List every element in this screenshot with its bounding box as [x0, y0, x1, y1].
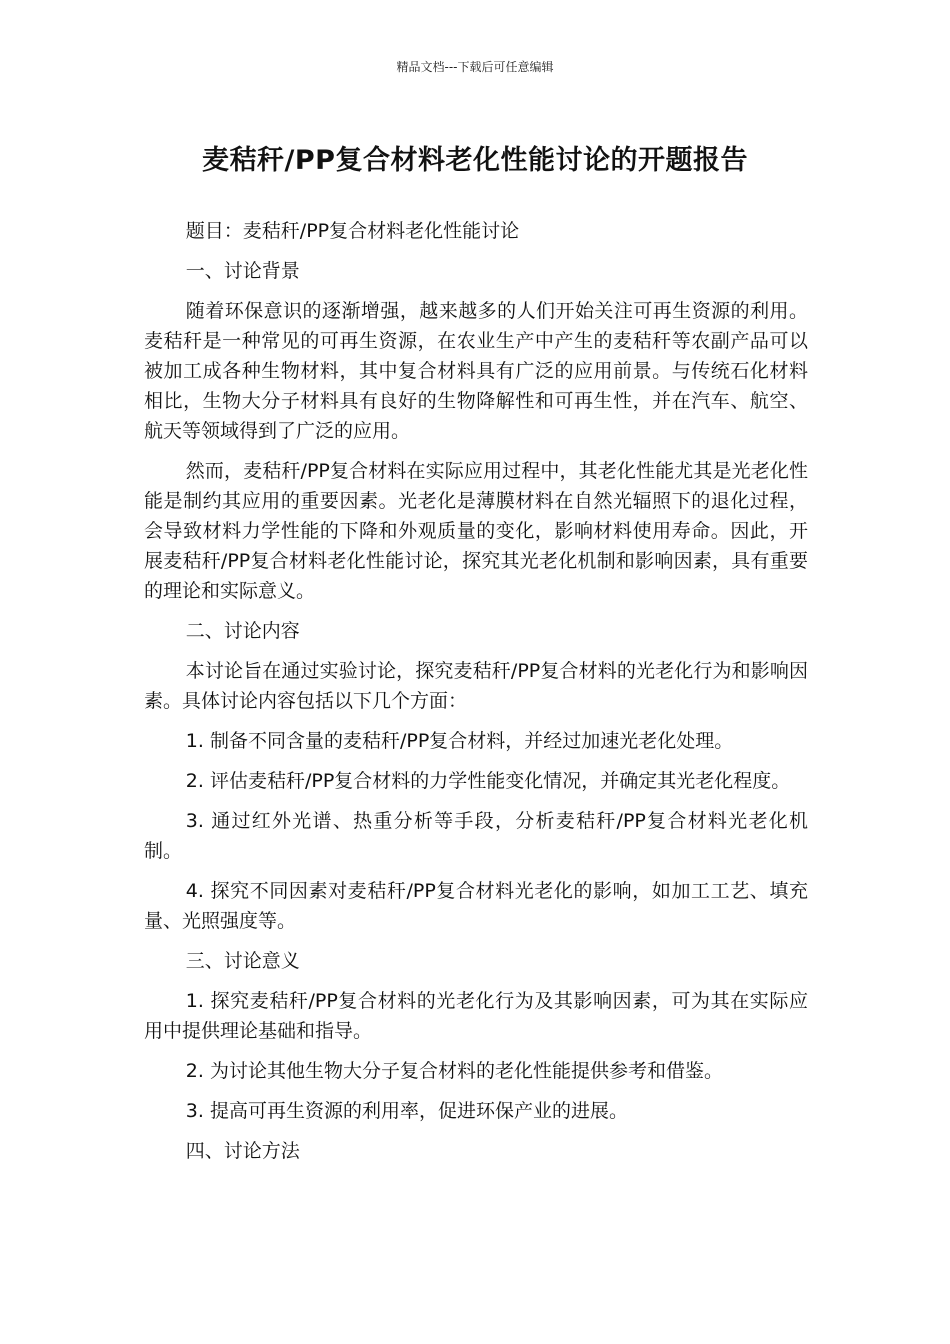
background-paragraph: 然而，麦秸秆/PP复合材料在实际应用过程中，其老化性能尤其是光老化性能是制约其应用的重要因素。光老化是薄膜材料在自然光辐照下的退化过程，会导致材料力学性能的下降和外观质量的变化，影响材料使用寿命。因此，开展麦秸秆/PP复合材料老化性能讨论，探究其光老化机制和影响因素，具有重要的理论和实际意义。 — [144, 460, 808, 602]
document-title: 麦秸秆/PP复合材料老化性能讨论的开题报告 — [202, 145, 748, 176]
significance-list-item: 1. 探究麦秸秆/PP复合材料的光老化行为及其影响因素，可为其在实际应用中提供理论基础和指导。 — [144, 990, 808, 1042]
subject-line: 题目：麦秸秆/PP复合材料老化性能讨论 — [185, 220, 520, 242]
header-note: 精品文档---下载后可任意编辑 — [396, 60, 554, 74]
section-heading-background: 一、讨论背景 — [185, 260, 300, 282]
significance-list-item: 3. 提高可再生资源的利用率，促进环保产业的进展。 — [185, 1100, 628, 1122]
section-heading-methods: 四、讨论方法 — [185, 1140, 300, 1162]
content-list-item: 3. 通过红外光谱、热重分析等手段，分析麦秸秆/PP复合材料光老化机制。 — [144, 810, 808, 862]
content-list-item: 1. 制备不同含量的麦秸秆/PP复合材料，并经过加速光老化处理。 — [185, 730, 734, 752]
content-intro-paragraph: 本讨论旨在通过实验讨论，探究麦秸秆/PP复合材料的光老化行为和影响因素。具体讨论内容包括以下几个方面： — [144, 660, 808, 712]
content-list-item: 2. 评估麦秸秆/PP复合材料的力学性能变化情况，并确定其光老化程度。 — [185, 770, 791, 792]
significance-list-item: 2. 为讨论其他生物大分子复合材料的老化性能提供参考和借鉴。 — [185, 1060, 723, 1082]
background-paragraph: 随着环保意识的逐渐增强，越来越多的人们开始关注可再生资源的利用。麦秸秆是一种常见的可再生资源，在农业生产中产生的麦秸秆等农副产品可以被加工成各种生物材料，其中复合材料具有广泛的应用前景。与传统石化材料相比，生物大分子材料具有良好的生物降解性和可再生性，并在汽车、航空、航天等领域得到了广泛的应用。 — [144, 300, 808, 442]
content-list-item: 4. 探究不同因素对麦秸秆/PP复合材料光老化的影响，如加工工艺、填充量、光照强度等。 — [144, 880, 808, 932]
document-body — [144, 216, 808, 1176]
section-heading-significance: 三、讨论意义 — [185, 950, 300, 972]
section-heading-content: 二、讨论内容 — [185, 620, 300, 642]
